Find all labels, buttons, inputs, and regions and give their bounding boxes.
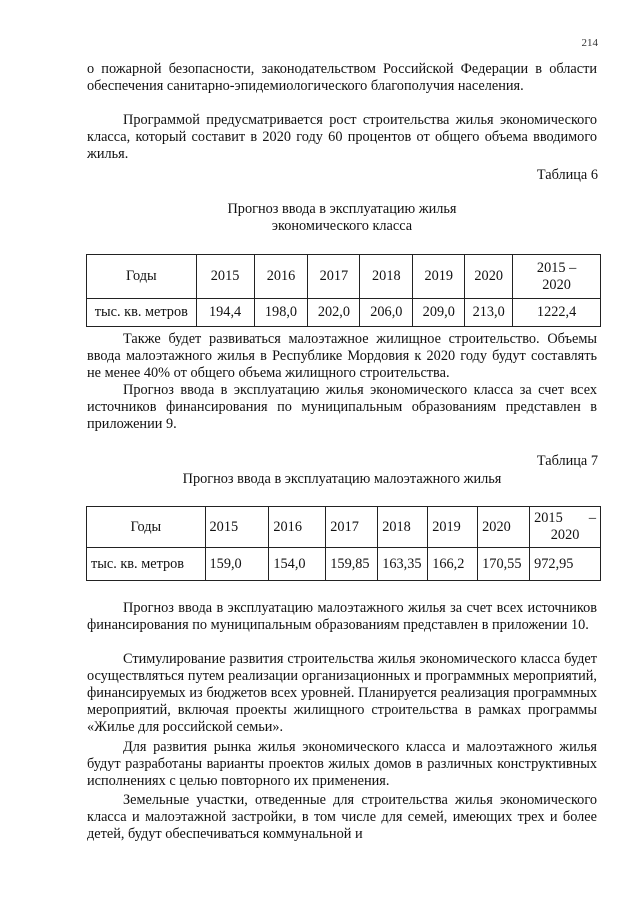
header-cell-total — [530, 507, 601, 548]
value-cell-2016: 198,0 — [254, 299, 308, 327]
header-cell-2016: 2016 — [254, 255, 308, 299]
table-7-header-row — [87, 507, 601, 548]
table-6-title-line1: Прогноз ввода в эксплуатацию жилья — [227, 201, 457, 217]
value-cell-2020: 213,0 — [465, 299, 513, 327]
header-cell-2019: 2019 — [413, 255, 465, 299]
paragraph-8: Земельные участки, отведенные для строительства жилья экономического класса и малоэтажной застройки, в том числе для семей, имеющих трех и более детей, будут обеспечиваться коммунальной и — [87, 792, 597, 842]
header-total-line2: 2020 — [542, 276, 571, 293]
value-cell-2016: 154,0 — [269, 548, 326, 581]
table-7-title: Прогноз ввода в эксплуатацию малоэтажного жилья — [182, 471, 502, 487]
paragraph-7: Для развития рынка жилья экономического класса и малоэтажного жилья будут разработаны варианты проектов жилых домов в различных конструктивных исполнениях с целью повторного их применения. — [87, 739, 597, 789]
header-total-line1 — [534, 510, 596, 527]
header-cell-2018: 2018 — [378, 507, 428, 548]
value-cell-total: 972,95 — [530, 548, 601, 581]
paragraph-6: Стимулирование развития строительства жилья экономического класса будет осуществляться путем реализации организационных и программных мероприятий, финансируемых из бюджетов всех уровней. Планируется реализация программных мероприятий, включая проекты жилищного строительства в рамках программы «Жилье для российской семьи». — [87, 651, 597, 735]
header-cell-2020: 2020 — [465, 255, 513, 299]
table-6-label: Таблица 6 — [536, 167, 598, 183]
value-cell-2019: 209,0 — [413, 299, 465, 327]
value-cell-2020: 170,55 — [478, 548, 530, 581]
table-6-title-line2: экономического класса — [271, 218, 413, 234]
row-label-cell: тыс. кв. метров — [87, 548, 206, 581]
value-cell-2017: 202,0 — [308, 299, 360, 327]
header-total-line1: 2015 – — [536, 259, 577, 276]
paragraph-2: Программой предусматривается рост строительства жилья экономического класса, который составит в 2020 году 60 процентов от общего объема вводимого жилья. — [87, 112, 597, 162]
header-cell-2015: 2015 — [205, 507, 269, 548]
table-6 — [86, 254, 601, 327]
header-cell-years: Годы — [87, 507, 206, 548]
paragraph-1: о пожарной безопасности, законодательством Российской Федерации в области обеспечения санитарно-эпидемиологического благополучия населения. — [87, 61, 597, 94]
header-total-dash: – — [588, 510, 596, 526]
paragraph-4: Прогноз ввода в эксплуатацию жилья экономического класса за счет всех источников финансирования по муниципальным образованиям представлен в приложении 9. — [87, 382, 597, 432]
paragraph-5: Прогноз ввода в эксплуатацию малоэтажного жилья за счет всех источников финансирования по муниципальным образованиям представлен в приложении 10. — [87, 600, 597, 633]
paragraph-3: Также будет развиваться малоэтажное жилищное строительство. Объемы ввода малоэтажного жилья в Республике Мордовия к 2020 году будут составлять не менее 40% от общего объема жилищного строительства. — [87, 331, 597, 381]
value-cell-2017: 159,85 — [326, 548, 378, 581]
table-row — [87, 299, 601, 327]
table-row — [87, 548, 601, 581]
value-cell-total: 1222,4 — [513, 299, 601, 327]
header-cell-2020: 2020 — [478, 507, 530, 548]
value-cell-2015: 159,0 — [205, 548, 269, 581]
header-cell-2017: 2017 — [308, 255, 360, 299]
table-7 — [86, 506, 601, 581]
header-cell-2015: 2015 — [196, 255, 254, 299]
header-cell-total — [513, 255, 601, 299]
header-cell-2016: 2016 — [269, 507, 326, 548]
header-cell-2017: 2017 — [326, 507, 378, 548]
value-cell-2018: 163,35 — [378, 548, 428, 581]
header-cell-years: Годы — [87, 255, 197, 299]
value-cell-2019: 166,2 — [428, 548, 478, 581]
header-total-start: 2015 — [534, 510, 563, 526]
header-total-line2: 2020 — [550, 527, 580, 543]
value-cell-2018: 206,0 — [360, 299, 413, 327]
page-number: 214 — [581, 37, 598, 49]
row-label-cell: тыс. кв. метров — [87, 299, 197, 327]
header-cell-2018: 2018 — [360, 255, 413, 299]
value-cell-2015: 194,4 — [196, 299, 254, 327]
table-6-header-row — [87, 255, 601, 299]
table-7-label: Таблица 7 — [536, 453, 598, 469]
header-cell-2019: 2019 — [428, 507, 478, 548]
